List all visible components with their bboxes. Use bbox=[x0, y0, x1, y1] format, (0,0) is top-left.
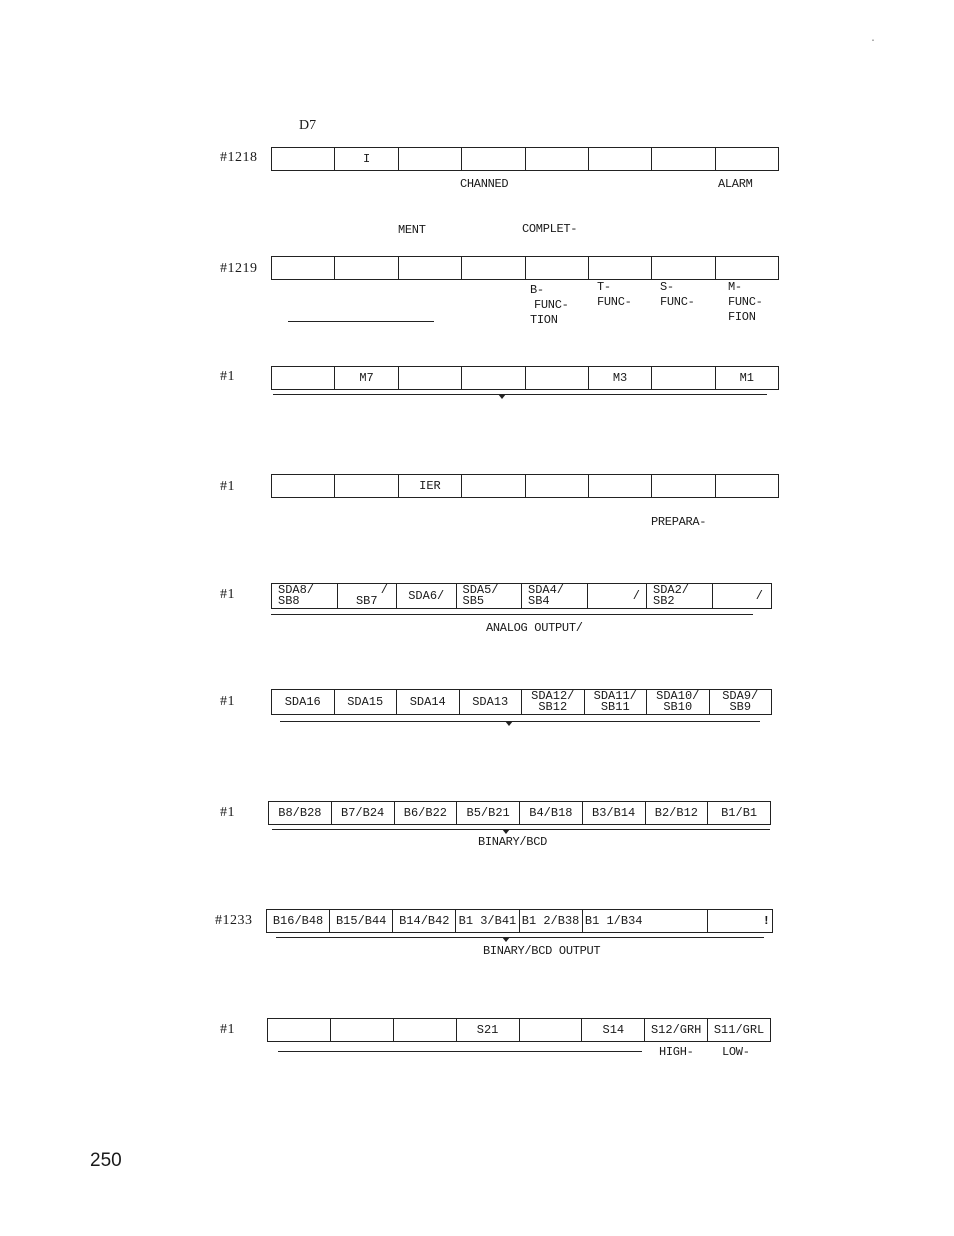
bit-cell: B6/B22 bbox=[395, 802, 458, 824]
register-b-low-label: #1 bbox=[220, 805, 235, 820]
page-number: 250 bbox=[90, 1150, 122, 1171]
cell-line: SB2 bbox=[653, 594, 675, 608]
bit-cell bbox=[589, 475, 652, 497]
register-1233-row bbox=[266, 909, 773, 933]
brace-notch bbox=[502, 937, 510, 942]
bit-cell bbox=[460, 690, 523, 714]
cell-line: SB11 bbox=[600, 700, 630, 714]
bit-cell bbox=[397, 584, 457, 608]
bit-cell bbox=[272, 584, 338, 608]
register-1218-row bbox=[271, 147, 779, 171]
register-m-label: #1 bbox=[220, 369, 235, 384]
cell-line: SB4 bbox=[528, 594, 550, 608]
bit-cell bbox=[652, 475, 715, 497]
note-binary-bcd-output: BINARY/BCD OUTPUT bbox=[483, 944, 601, 958]
brace-line bbox=[280, 721, 760, 722]
bit-cell bbox=[588, 584, 648, 608]
brace-line bbox=[272, 829, 770, 830]
bit-cell bbox=[526, 257, 589, 279]
note-line: T- bbox=[597, 280, 611, 294]
bit-cell bbox=[397, 690, 460, 714]
cell-line: SB7 bbox=[355, 594, 378, 608]
bit-cell: M1 bbox=[739, 370, 755, 385]
register-s-row bbox=[267, 1018, 771, 1042]
note-line: S- bbox=[660, 280, 674, 294]
bit-cell bbox=[585, 690, 648, 714]
register-sda-low-row bbox=[271, 583, 772, 609]
note-line: FUNC- bbox=[660, 295, 695, 309]
bit-cell bbox=[713, 584, 772, 608]
corner-mark: · bbox=[870, 36, 876, 47]
cell-line: SDA10/ bbox=[656, 690, 700, 703]
note-alarm: ALARM bbox=[718, 177, 753, 191]
cell-line: / bbox=[380, 584, 388, 597]
cell-line: SDA11/ bbox=[593, 690, 637, 703]
bit-cell bbox=[338, 584, 398, 608]
cell-line: SB10 bbox=[663, 700, 693, 714]
bit-header-text: D7 bbox=[299, 118, 317, 133]
register-m-row bbox=[271, 366, 779, 390]
brace-line bbox=[271, 614, 753, 615]
bit-cell bbox=[652, 257, 715, 279]
bit-cell bbox=[647, 584, 713, 608]
bit-cell bbox=[335, 690, 398, 714]
cell-line: SDA6/ bbox=[408, 588, 445, 603]
bit-cell bbox=[462, 257, 525, 279]
bit-cell: S21 bbox=[457, 1019, 520, 1041]
note-line: FUNC- bbox=[597, 295, 632, 309]
bit-cell bbox=[716, 257, 778, 279]
bit-cell bbox=[652, 367, 715, 389]
bit-cell: M7 bbox=[335, 367, 398, 389]
bit-cell: S12/GRH bbox=[645, 1019, 708, 1041]
brace-notch bbox=[502, 829, 510, 834]
brace-notch bbox=[505, 721, 513, 726]
note-ment: MENT bbox=[398, 223, 426, 237]
bit-cell bbox=[394, 1019, 457, 1041]
note-b-function bbox=[530, 283, 569, 328]
bit-cell: ! bbox=[762, 913, 770, 928]
bit-cell bbox=[526, 475, 589, 497]
bit-cell: B2/B12 bbox=[646, 802, 709, 824]
cell-line: SB12 bbox=[538, 700, 568, 714]
register-s-label: #1 bbox=[220, 1022, 235, 1037]
note-binary-bcd: BINARY/BCD bbox=[478, 835, 548, 849]
note-line: FION bbox=[728, 310, 756, 324]
bit-cell: IER bbox=[399, 475, 462, 497]
bit-cell bbox=[462, 367, 525, 389]
note-analog-output: ANALOG OUTPUT/ bbox=[486, 621, 583, 635]
register-1219-row bbox=[271, 256, 779, 280]
bit-cell bbox=[716, 148, 778, 170]
register-sda-low-label: #1 bbox=[220, 587, 235, 602]
bit-cell bbox=[710, 690, 772, 714]
bit-cell bbox=[272, 257, 335, 279]
bit-cell bbox=[589, 148, 652, 170]
register-ier-label: #1 bbox=[220, 479, 235, 494]
cell-line: SB5 bbox=[462, 594, 485, 608]
brace-line bbox=[273, 394, 767, 395]
cell-line: SDA8/ bbox=[278, 584, 315, 597]
bit-cell bbox=[522, 584, 588, 608]
bit-cell bbox=[399, 148, 462, 170]
bit-cell bbox=[522, 690, 585, 714]
bit-cell bbox=[647, 690, 710, 714]
note-channed: CHANNED bbox=[460, 177, 509, 191]
note-prepara: PREPARA- bbox=[651, 515, 707, 529]
bit-cell: B1 1/B34 bbox=[584, 913, 643, 928]
bit-cell: I bbox=[335, 148, 398, 170]
bit-cell bbox=[399, 257, 462, 279]
bit-cell: B8/B28 bbox=[269, 802, 332, 824]
bit-cell bbox=[272, 148, 335, 170]
note-m-function bbox=[728, 280, 763, 325]
bit-cell: B7/B24 bbox=[332, 802, 395, 824]
cell-line: SB9 bbox=[729, 700, 752, 714]
note-line: TION bbox=[530, 313, 558, 327]
bit-cell: S11/GRL bbox=[713, 1022, 765, 1037]
bit-cell bbox=[272, 475, 335, 497]
bit-cell: B4/B18 bbox=[520, 802, 583, 824]
bit-cell: B3/B14 bbox=[583, 802, 646, 824]
bit-cell bbox=[462, 148, 525, 170]
bit-cell bbox=[526, 148, 589, 170]
bit-cell bbox=[331, 1019, 394, 1041]
register-1233-label: #1233 bbox=[215, 913, 253, 928]
register-1218-label: #1218 bbox=[220, 150, 258, 165]
bit-cell bbox=[520, 1019, 583, 1041]
bit-cell: B14/B42 bbox=[393, 910, 456, 932]
note-t-function bbox=[597, 280, 632, 310]
note-high: HIGH- bbox=[659, 1045, 694, 1059]
brace-notch bbox=[498, 394, 506, 399]
bit-cell bbox=[272, 690, 335, 714]
bit-cell: B1 2/B38 bbox=[520, 910, 583, 932]
register-1219-label: #1219 bbox=[220, 261, 258, 276]
note-line: FUNC- bbox=[728, 295, 763, 309]
bit-cell bbox=[272, 367, 335, 389]
bit-cell: B5/B21 bbox=[457, 802, 520, 824]
brace-line bbox=[276, 937, 764, 938]
bit-cell bbox=[645, 910, 708, 932]
bit-header-d7 bbox=[299, 118, 316, 134]
brace-line bbox=[278, 1051, 642, 1052]
register-sda-high-row bbox=[271, 689, 772, 715]
bit-cell bbox=[462, 475, 525, 497]
cell-line: SDA2/ bbox=[653, 584, 690, 597]
note-low: LOW- bbox=[722, 1045, 750, 1059]
cell-line: / bbox=[632, 588, 640, 603]
cell-line: SDA9/ bbox=[722, 690, 759, 703]
bit-cell bbox=[268, 1019, 331, 1041]
bit-cell: B1/B1 bbox=[721, 805, 758, 820]
register-ier-row bbox=[271, 474, 779, 498]
bit-cell bbox=[335, 257, 398, 279]
note-line: FUNC- bbox=[534, 298, 569, 312]
bit-cell bbox=[526, 367, 589, 389]
cell-line: SDA14 bbox=[409, 694, 446, 709]
cell-line: SB8 bbox=[278, 594, 300, 608]
bit-cell: B15/B44 bbox=[330, 910, 393, 932]
bit-cell: B16/B48 bbox=[267, 910, 330, 932]
bit-cell bbox=[589, 257, 652, 279]
note-complet: COMPLET- bbox=[522, 222, 578, 236]
note-line: B- bbox=[530, 283, 544, 297]
register-sda-high-label: #1 bbox=[220, 694, 235, 709]
bit-cell bbox=[335, 475, 398, 497]
cell-line: SDA16 bbox=[284, 694, 321, 709]
cell-line: SDA5/ bbox=[462, 584, 499, 597]
bit-cell bbox=[399, 367, 462, 389]
register-b-low-row bbox=[268, 801, 771, 825]
cell-line: / bbox=[755, 588, 763, 603]
bit-cell: S14 bbox=[582, 1019, 645, 1041]
cell-line: SDA4/ bbox=[528, 584, 565, 597]
cell-line: SDA15 bbox=[347, 694, 384, 709]
bit-cell bbox=[457, 584, 523, 608]
brace-line bbox=[288, 321, 434, 322]
cell-line: SDA12/ bbox=[531, 690, 575, 703]
note-s-function bbox=[660, 280, 695, 310]
bit-cell bbox=[716, 475, 778, 497]
note-line: M- bbox=[728, 280, 742, 294]
bit-cell: B1 3/B41 bbox=[456, 910, 519, 932]
bit-cell bbox=[652, 148, 715, 170]
cell-line: SDA13 bbox=[472, 694, 509, 709]
bit-cell: M3 bbox=[589, 367, 652, 389]
